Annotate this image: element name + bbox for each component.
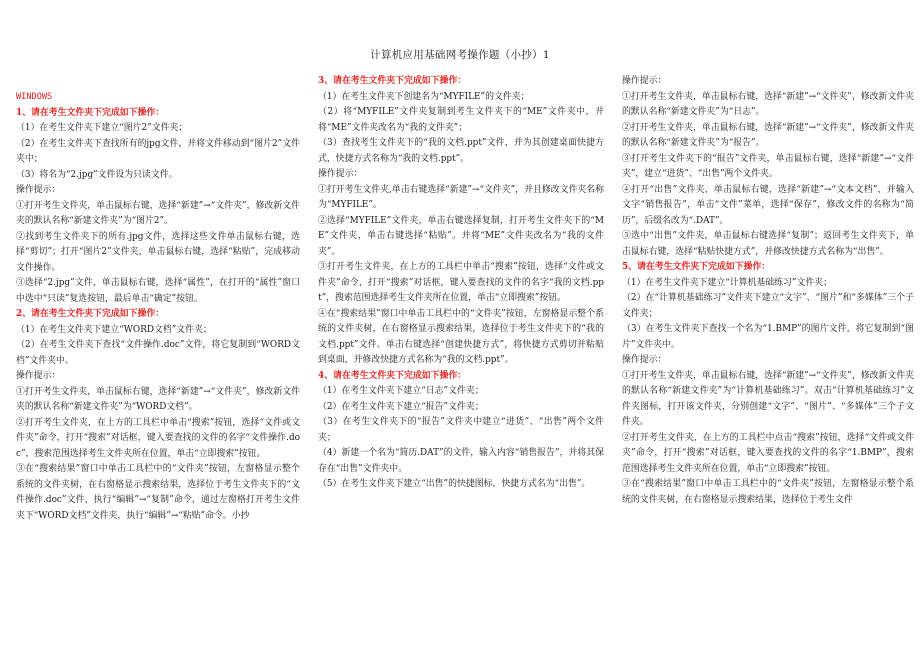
paragraph: ②选择“MYFILE”文件夹，单击右键选择复制，打开考生文件夹下的“ME”文件夹，单击右键选择“粘贴”。并将“ME”文件夹改名为“我的文件夹”。 [318, 215, 604, 257]
paragraph: （5）在考生文件夹下建立“出售”的快捷图标，快捷方式名为“出售”。 [318, 479, 591, 489]
paragraph: （1）在考生文件夹下建立“WORD文档”文件夹； [16, 324, 212, 335]
paragraph: （1）在考生文件夹下建立“图片2”文件夹； [16, 123, 188, 133]
paragraph: ③在“搜索结果”窗口中单击工具栏中的“文件夹”按钮，左窗格显示整个系统的文件夹树，在右窗格显示搜索结果，选择位于考生文件 [622, 479, 914, 505]
section-heading: 5、请在考生文件夹下完成如下操作： [622, 262, 771, 272]
paragraph: （1）在考生文件夹下创建名为“MYFILE”的文件夹； [318, 91, 530, 102]
paragraph: ①打开考生文件夹,单击右键选择“新建”→“文件夹”，并且修改文件夹名称为“MYFILE”。 [318, 184, 604, 210]
paragraph: （2）在考生文件夹下查找所有的jpg文件，并将文件移动到“图片2”文件夹中； [16, 138, 300, 164]
windows-heading: WINDOWS [16, 92, 53, 102]
paragraph: （3）在考生文件夹下查找一个名为“1.BMP”的图片文件，将它复制到“图片”文件夹中。 [622, 324, 914, 350]
paragraph: ①打开考生文件夹，单击鼠标右键，选择“新建”→“文件夹”，修改新文件夹的默认名称“新建文件夹”为“图片2”。 [16, 200, 300, 226]
paragraph: （4）新建一个名为“简历.DAT”的文件，输入内容“销售报告”，并将其保存在“出售”文件夹中。 [318, 448, 604, 474]
section-heading: 3、请在考生文件夹下完成如下操作： [318, 76, 467, 86]
paragraph: （3）在考生文件夹下的“报告”文件夹中建立“进货”、“出售”两个文件夹； [318, 417, 604, 443]
paragraph: ③在“搜索结果”窗口中单击工具栏中的“文件夹”按钮，左窗格显示整个系统的文件夹树，在右窗格显示搜索结果，选择位于考生文件夹下的“文件操作.doc”文件，执行“编辑”→“复制”命令，通过左窗格打开考生文件夹下“WORD文档”文件夹，执行“编辑”→“粘贴”命令。小抄 [16, 464, 300, 521]
paragraph: ④打开“出售”文件夹，单击鼠标右键，选择“新建”→“文本文档”，并输入文字“销售报告”，单击“文件”菜单，选择“保存”，修改文件的名称为“简历”，后缀名改为“.DAT”。 [622, 184, 914, 226]
section-heading: 1、请在考生文件夹下完成如下操作： [16, 107, 165, 118]
paragraph: ①打开考生文件夹，单击鼠标右键，选择“新建”→“文件夹”，修改新文件夹的默认名称“新建文件夹”为“计算机基础练习”。双击“计算机基础练习”文件夹图标，打开该文件夹，分别创建“文字”、“图片”、“多媒体”三个子文件夹。 [622, 370, 914, 427]
paragraph: 操作提示： [16, 185, 61, 195]
paragraph: ②打开考生文件夹，单击鼠标右键，选择“新建”→“文件夹”，修改新文件夹的默认名称“新建文件夹”为“报告”。 [622, 122, 914, 148]
document-title: 计算机应用基础网考操作题（小抄）1 [370, 49, 550, 61]
paragraph: 操作提示： [622, 76, 667, 86]
paragraph: 操作提示： [16, 371, 61, 381]
paragraph: ④在“搜索结果”窗口中单击工具栏中的“文件夹”按钮，左窗格显示整个系统的文件夹树，在右窗格显示搜索结果，选择位于考生文件夹下的“我的文档.ppt”文件。单击右键选择“创建快捷方式”，将快捷方式剪切并粘贴到桌面，并修改快捷方式名称为“我的文档.ppt”。 [318, 308, 604, 365]
paragraph: （3）将名为“2.jpg”文件设为只读文件。 [16, 169, 178, 180]
paragraph: （1）在考生文件夹下建立“日志”文件夹； [318, 386, 484, 396]
paragraph: （3）查找考生文件夹下的“我的文档.ppt”文件，并为其创建桌面快捷方式，快捷方式名称为“我的文档.ppt”。 [318, 138, 604, 164]
paragraph: ②打开考生文件夹，在上方的工具栏中点击“搜索”按钮，选择“文件或文件夹”命令，打开“搜索”对话框，键入要查找的文件的名字“1.BMP”，搜索范围选择考生文件夹所在位置，单击“立即搜索”按钮。 [622, 432, 914, 474]
paragraph: ②打开考生文件夹，在上方的工具栏中单击“搜索”按钮，选择“文件或文件夹”命令，打开“搜索”对话框，键入要查找的文件的名字“文件操作.doc”，搜索范围选择考生文件夹所在位置，单击“立即搜索”按钮。 [16, 417, 300, 459]
paragraph: ③打开考生文件夹，在上方的工具栏中单击“搜索”按钮，选择“文件或文件夹”命令，打开“搜索”对话框，键入要查找的文件的名字“我的文档.ppt”，搜索范围选择考生文件夹所在位置，单击“立即搜索”按钮。 [318, 262, 604, 303]
paragraph: （2）将“MYFILE”文件夹复制到考生文件夹下的“ME”文件夹中，并将“ME”文件夹改名为“我的文件夹”； [318, 107, 604, 133]
section-heading: 4、请在考生文件夹下完成如下操作： [318, 370, 467, 381]
paragraph: 操作提示： [622, 355, 667, 365]
paragraph: （2）在“计算机基础练习”文件夹下建立“文字”、“图片”和“多媒体”三个子文件夹； [622, 293, 914, 319]
paragraph: ②找到考生文件夹下的所有.jpg文件，选择这些文件单击鼠标右键，选择“剪切”；打开“图片2”文件夹，单击鼠标右键，选择“粘贴”，完成移动文件操作。 [16, 231, 300, 273]
paragraph: ③打开考生文件夹下的“报告”文件夹，单击鼠标右键，选择“新建”→“文件夹”，建立“进货”、“出售”两个文件夹。 [622, 153, 914, 179]
column-right [622, 74, 914, 508]
paragraph: ③选择“2.jpg”文件，单击鼠标右键，选择“属性”，在打开的“属性”窗口中选中“只读”复选按钮，最后单击“确定”按钮。 [16, 278, 300, 304]
column-middle [318, 74, 604, 493]
paragraph: ⑤选中“出售”文件夹，单击鼠标右键选择“复制”；返回考生文件夹下，单击鼠标右键，选择“粘贴快捷方式”，并修改快捷方式名称为“出售”。 [622, 231, 914, 257]
paragraph: （2）在考生文件夹下建立“报告”文件夹； [318, 401, 484, 412]
paragraph: （1）在考生文件夹下建立“计算机基础练习”文件夹； [622, 277, 832, 288]
section-heading: 2、请在考生文件夹下完成如下操作： [16, 309, 165, 319]
paragraph: 操作提示： [318, 169, 363, 179]
paragraph: ①打开考生文件夹，单击鼠标右键，选择“新建”→“文件夹”，修改新文件夹的默认名称“新建文件夹”为“WORD文档”。 [16, 386, 300, 412]
paragraph: （2）在考生文件夹下查找“文件操作.doc”文件，将它复制到“WORD文档”文件夹中。 [16, 340, 300, 366]
column-left [16, 90, 300, 524]
paragraph: ①打开考生文件夹，单击鼠标右键，选择“新建”→“文件夹”，修改新文件夹的默认名称“新建文件夹”为“日志”。 [622, 91, 914, 117]
